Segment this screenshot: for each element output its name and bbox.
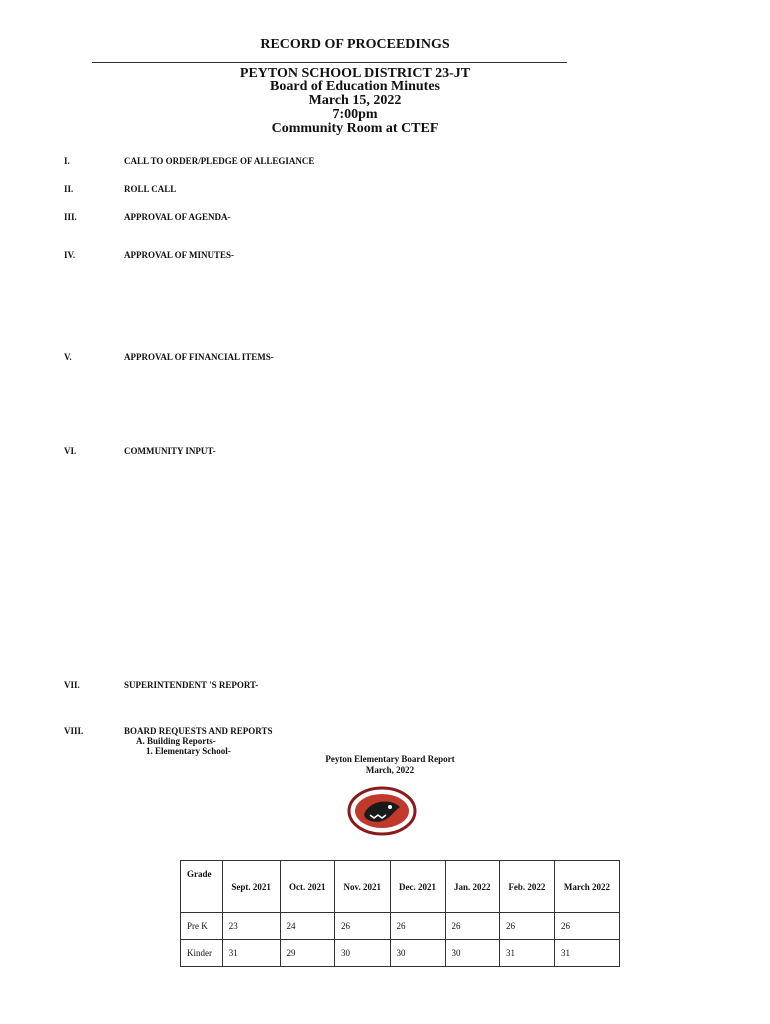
meeting-date: March 15, 2022 bbox=[308, 93, 402, 108]
table-cell: 30 bbox=[334, 940, 390, 967]
table-row bbox=[181, 913, 620, 940]
table-cell: Kinder bbox=[181, 940, 223, 967]
section-number: I. bbox=[64, 156, 70, 166]
table-cell: 26 bbox=[390, 913, 445, 940]
table-row bbox=[181, 940, 620, 967]
table-header-cell: Jan. 2022 bbox=[445, 861, 499, 913]
table-header-cell: Dec. 2021 bbox=[390, 861, 445, 913]
table-header-cell: Grade bbox=[181, 861, 223, 913]
section-title: APPROVAL OF AGENDA- bbox=[124, 212, 231, 222]
section-title: ROLL CALL bbox=[124, 184, 177, 194]
section-title: BOARD REQUESTS AND REPORTS bbox=[124, 726, 273, 736]
table-header-cell: Sept. 2021 bbox=[222, 861, 280, 913]
meeting-time: 7:00pm bbox=[332, 107, 378, 122]
enrollment-table bbox=[180, 860, 620, 967]
building-reports-heading: A. Building Reports- bbox=[136, 736, 216, 746]
section-title: CALL TO ORDER/PLEDGE OF ALLEGIANCE bbox=[124, 156, 315, 166]
table-cell: 26 bbox=[334, 913, 390, 940]
district-title: PEYTON SCHOOL DISTRICT 23-JT bbox=[239, 66, 471, 81]
table-cell: 30 bbox=[445, 940, 499, 967]
section-number: II. bbox=[64, 184, 74, 194]
table-cell: 23 bbox=[222, 913, 280, 940]
table-header-cell: Nov. 2021 bbox=[334, 861, 390, 913]
report-title: Peyton Elementary Board Report bbox=[325, 754, 455, 764]
report-month: March, 2022 bbox=[365, 765, 415, 775]
table-header-row bbox=[181, 861, 620, 913]
section-number: VI. bbox=[64, 446, 77, 456]
table-cell: 31 bbox=[554, 940, 619, 967]
table-cell: 26 bbox=[445, 913, 499, 940]
elementary-heading: 1. Elementary School- bbox=[146, 746, 231, 756]
table-cell: 30 bbox=[390, 940, 445, 967]
table-cell: Pre K bbox=[181, 913, 223, 940]
panther-logo bbox=[346, 785, 418, 837]
table-cell: 26 bbox=[554, 913, 619, 940]
table-cell: 31 bbox=[499, 940, 554, 967]
section-title: APPROVAL OF MINUTES- bbox=[124, 250, 235, 260]
section-number: V. bbox=[64, 352, 72, 362]
table-cell: 29 bbox=[280, 940, 334, 967]
meeting-title: Board of Education Minutes bbox=[270, 79, 440, 94]
section-number: IV. bbox=[64, 250, 76, 260]
meeting-location: Community Room at CTEF bbox=[271, 121, 439, 136]
table-header-cell: Oct. 2021 bbox=[280, 861, 334, 913]
record-heading: RECORD OF PROCEEDINGS bbox=[260, 37, 450, 52]
section-number: VII. bbox=[64, 680, 80, 690]
table-cell: 26 bbox=[499, 913, 554, 940]
section-number: III. bbox=[64, 212, 77, 222]
header-rule bbox=[92, 62, 567, 63]
table-cell: 31 bbox=[222, 940, 280, 967]
section-title: SUPERINTENDENT 'S REPORT- bbox=[124, 680, 259, 690]
section-number: VIII. bbox=[64, 726, 84, 736]
section-title: COMMUNITY INPUT- bbox=[124, 446, 216, 456]
table-header-cell: Feb. 2022 bbox=[499, 861, 554, 913]
table-header-cell: March 2022 bbox=[554, 861, 619, 913]
section-title: APPROVAL OF FINANCIAL ITEMS- bbox=[124, 352, 274, 362]
table-cell: 24 bbox=[280, 913, 334, 940]
